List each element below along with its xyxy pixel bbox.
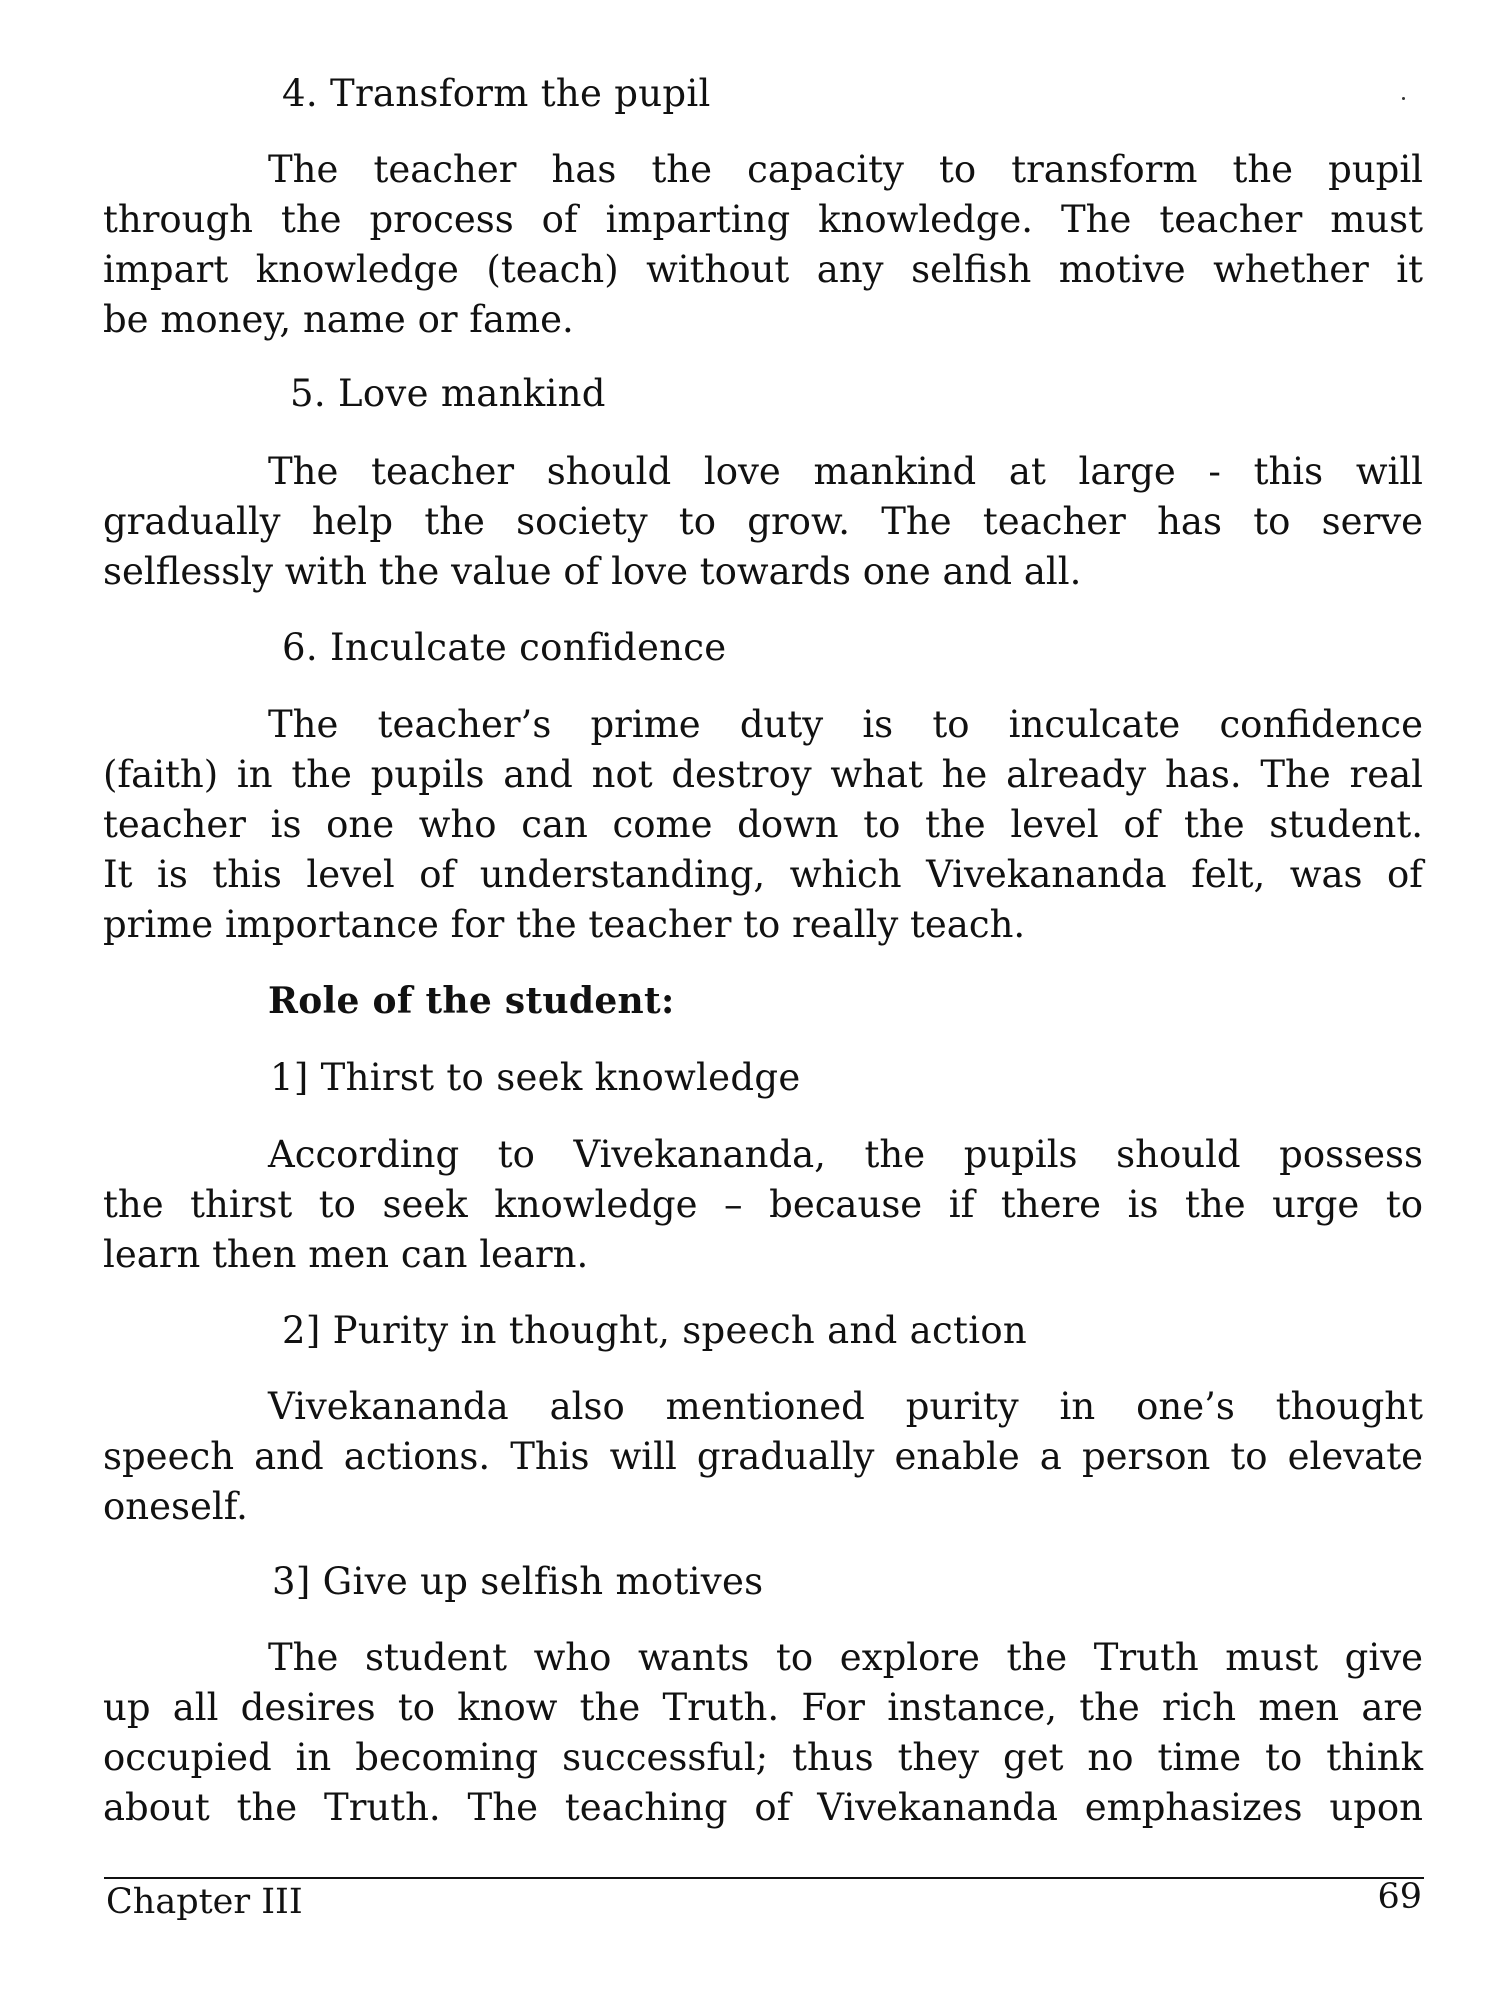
paragraph-line: Vivekananda also mentioned purity in one’s thought <box>268 1385 1423 1428</box>
section-heading-selfish-motives: 3] Give up selfish motives <box>272 1560 764 1603</box>
paragraph-line: speech and actions. This will gradually enable a person to elevate <box>103 1435 1423 1478</box>
paragraph-line: It is this level of understanding, which Vivekananda felt, was of <box>103 853 1423 896</box>
paragraph-line: According to Vivekananda, the pupils should possess <box>268 1133 1423 1176</box>
paragraph-line: The teacher’s prime duty is to inculcate confidence <box>268 703 1423 746</box>
paragraph-line: up all desires to know the Truth. For instance, the rich men are <box>103 1686 1423 1729</box>
paragraph-line: selflessly with the value of love towards one and all. <box>103 550 1082 593</box>
paragraph-purity <box>103 1382 1423 1532</box>
paragraph-line: prime importance for the teacher to really teach. <box>103 903 1026 946</box>
paragraph-love-mankind <box>103 447 1423 597</box>
paragraph-line: The teacher has the capacity to transform the pupil <box>268 148 1423 191</box>
section-heading-love-mankind: 5. Love mankind <box>290 372 606 415</box>
paragraph-line: occupied in becoming successful; thus they get no time to think <box>103 1736 1423 1779</box>
paragraph-line: The teacher should love mankind at large - this will <box>268 450 1423 493</box>
footer-divider <box>104 1877 1424 1879</box>
section-heading-transform-pupil: 4. Transform the pupil <box>282 72 711 115</box>
paragraph-line: teacher is one who can come down to the level of the student. <box>103 803 1423 846</box>
section-heading-inculcate-confidence: 6. Inculcate confidence <box>282 626 727 669</box>
paragraph-line: learn then men can learn. <box>103 1233 589 1276</box>
paragraph-line: through the process of imparting knowledge. The teacher must <box>103 198 1423 241</box>
paragraph-line: The student who wants to explore the Truth must give <box>268 1636 1423 1679</box>
section-heading-thirst: 1] Thirst to seek knowledge <box>270 1056 801 1099</box>
paragraph-line: oneself. <box>103 1485 248 1528</box>
role-of-student-heading: Role of the student: <box>268 980 675 1022</box>
paragraph-line: gradually help the society to grow. The teacher has to serve <box>103 500 1423 543</box>
paragraph-line: (faith) in the pupils and not destroy what he already has. The real <box>103 753 1423 796</box>
paragraph-line: be money, name or fame. <box>103 298 574 341</box>
paragraph-line: about the Truth. The teaching of Vivekananda emphasizes upon <box>103 1786 1423 1829</box>
paragraph-thirst <box>103 1130 1423 1280</box>
scan-speck <box>1402 97 1405 100</box>
paragraph-selfish-motives <box>103 1633 1423 1833</box>
footer-chapter-label: Chapter III <box>106 1882 303 1922</box>
paragraph-inculcate-confidence <box>103 700 1423 950</box>
page-number: 69 <box>1377 1877 1422 1917</box>
paragraph-line: impart knowledge (teach) without any selfish motive whether it <box>103 248 1423 291</box>
paragraph-transform-pupil <box>103 145 1423 345</box>
paragraph-line: the thirst to seek knowledge – because if there is the urge to <box>103 1183 1423 1226</box>
section-heading-purity: 2] Purity in thought, speech and action <box>282 1309 1028 1352</box>
